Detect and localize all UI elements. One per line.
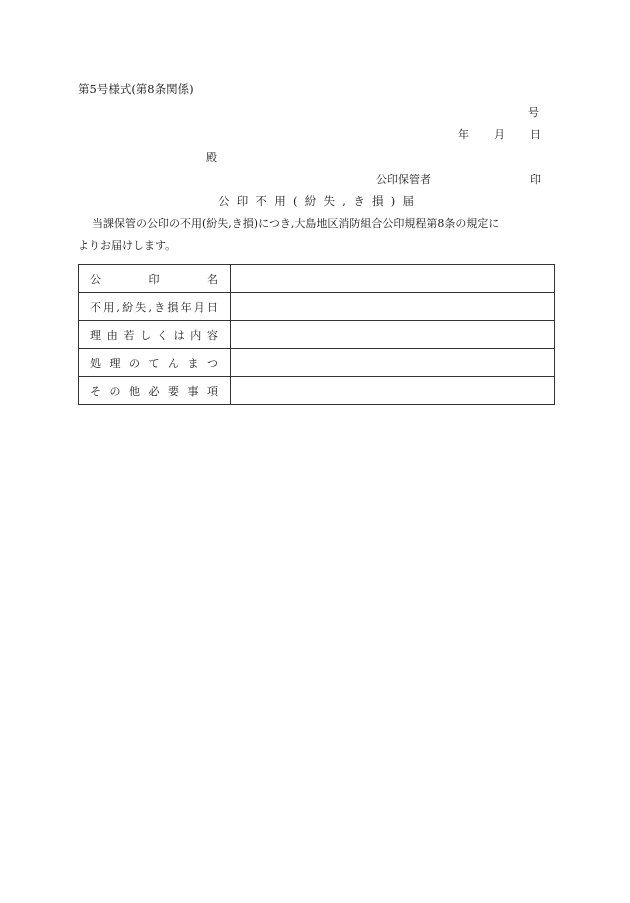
addressee-suffix: 殿 bbox=[206, 151, 217, 164]
custodian-label: 公印保管者 bbox=[376, 173, 431, 186]
row-value-cell bbox=[231, 293, 555, 321]
form-number: 第5号様式(第8条関係) bbox=[78, 82, 194, 96]
row-label: 処理のてんまつ bbox=[90, 356, 218, 370]
row-value-cell bbox=[231, 349, 555, 377]
table-row bbox=[79, 349, 555, 377]
table-row bbox=[79, 265, 555, 293]
date-day-label: 日 bbox=[530, 128, 541, 141]
row-value-cell bbox=[231, 265, 555, 293]
row-value-cell bbox=[231, 377, 555, 405]
row-label-cell bbox=[79, 349, 231, 377]
row-label: その他必要事項 bbox=[90, 384, 218, 398]
row-label-cell bbox=[79, 321, 231, 349]
document-number-label: 号 bbox=[528, 106, 539, 119]
seal-mark: 印 bbox=[530, 173, 541, 186]
row-label: 公 印 名 bbox=[90, 272, 218, 286]
table-row bbox=[79, 377, 555, 405]
record-table bbox=[78, 264, 555, 405]
row-value-cell bbox=[231, 321, 555, 349]
table-row bbox=[79, 321, 555, 349]
document-title: 公印不用(紛失,き損)届 bbox=[218, 194, 414, 208]
row-label-cell bbox=[79, 293, 231, 321]
body-text-line-2: よりお届けします。 bbox=[78, 239, 177, 252]
row-label-cell bbox=[79, 377, 231, 405]
body-text-line-1: 当課保管の公印の不用(紛失,き損)につき,大島地区消防組合公印規程第8条の規定に bbox=[92, 217, 500, 230]
table-row bbox=[79, 293, 555, 321]
date-year-label: 年 bbox=[458, 128, 469, 141]
date-month-label: 月 bbox=[494, 128, 505, 141]
row-label-cell bbox=[79, 265, 231, 293]
row-label: 理由若しくは内容 bbox=[90, 328, 218, 342]
row-label: 不用,紛失,き損年月日 bbox=[90, 300, 218, 314]
